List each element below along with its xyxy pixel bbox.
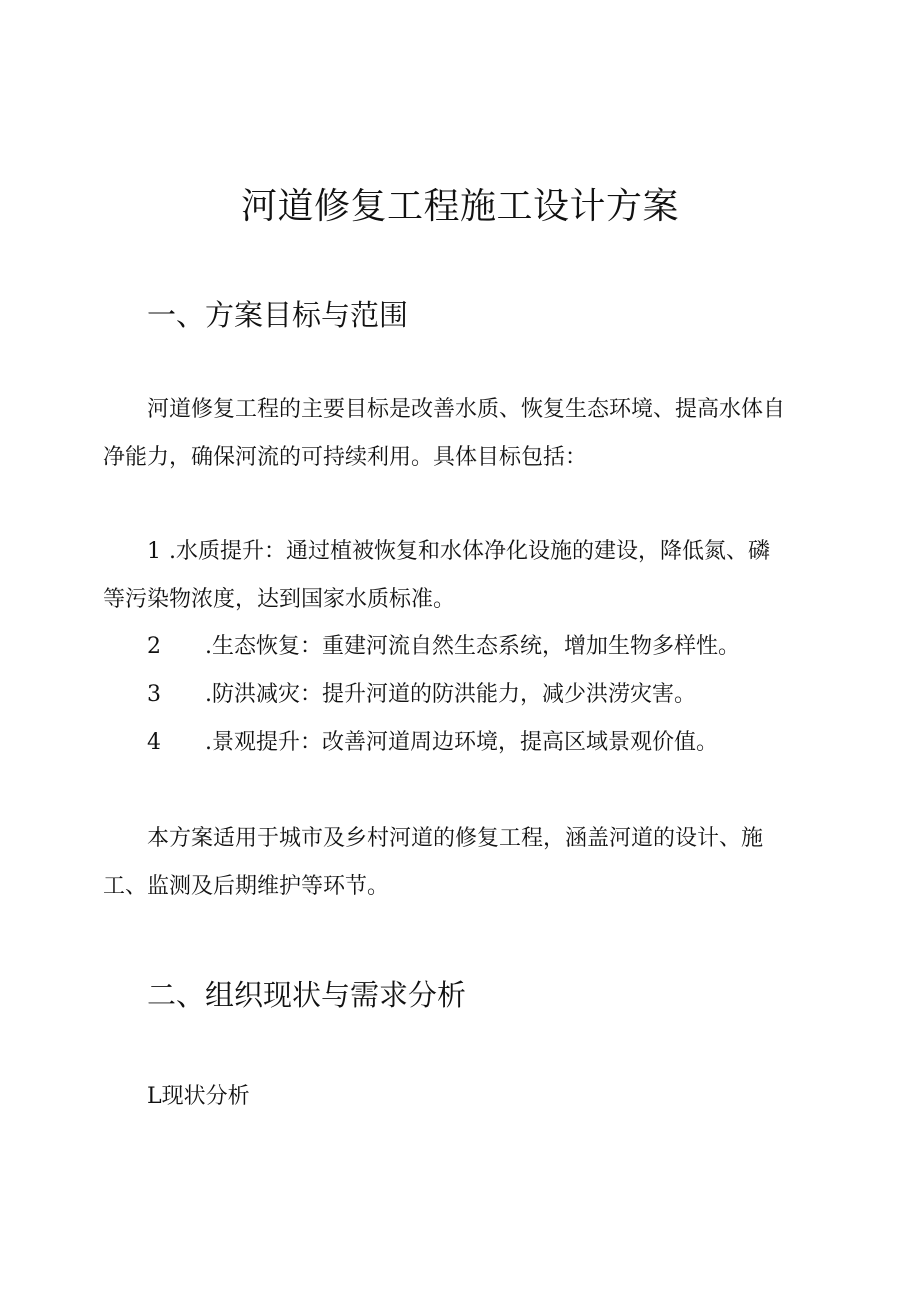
section-1-intro [103, 386, 827, 482]
intro-line-1: 河道修复工程的主要目标是改善水质、恢复生态环境、提高水体自 [147, 397, 786, 422]
scope-paragraph [103, 815, 827, 911]
intro-line-2: 净能力，确保河流的可持续利用。具体目标包括： [103, 445, 588, 470]
goal-item-1-number: 1 [147, 539, 161, 564]
goal-item-1-text-cont: 等污染物浓度，达到国家水质标准。 [103, 587, 456, 612]
goal-item-4 [147, 719, 718, 767]
section-1-heading: 一、方案目标与范围 [147, 298, 409, 332]
goal-item-1-text: .水质提升：通过植被恢复和水体净化设施的建设，降低氮、磷 [169, 539, 770, 564]
goal-item-2-text: .生态恢复：重建河流自然生态系统，增加生物多样性。 [205, 634, 740, 659]
goal-item-3 [147, 671, 696, 719]
scope-line-1: 本方案适用于城市及乡村河道的修复工程，涵盖河道的设计、施 [147, 826, 764, 851]
subsection-heading: L现状分析 [147, 1084, 250, 1109]
goal-item-1 [103, 528, 817, 624]
section-2-heading: 二、组织现状与需求分析 [147, 978, 467, 1012]
scope-line-2: 工、监测及后期维护等环节。 [103, 874, 390, 899]
goal-item-3-text: .防洪减灾：提升河道的防洪能力，减少洪涝灾害。 [205, 682, 696, 707]
goal-item-4-text: .景观提升：改善河道周边环境，提高区域景观价值。 [205, 730, 718, 755]
document-title: 河道修复工程施工设计方案 [240, 186, 679, 227]
goal-item-4-number: 4 [147, 730, 161, 755]
goal-item-3-number: 3 [147, 682, 161, 707]
goal-item-2 [147, 623, 740, 671]
goal-item-2-number: 2 [147, 634, 161, 659]
